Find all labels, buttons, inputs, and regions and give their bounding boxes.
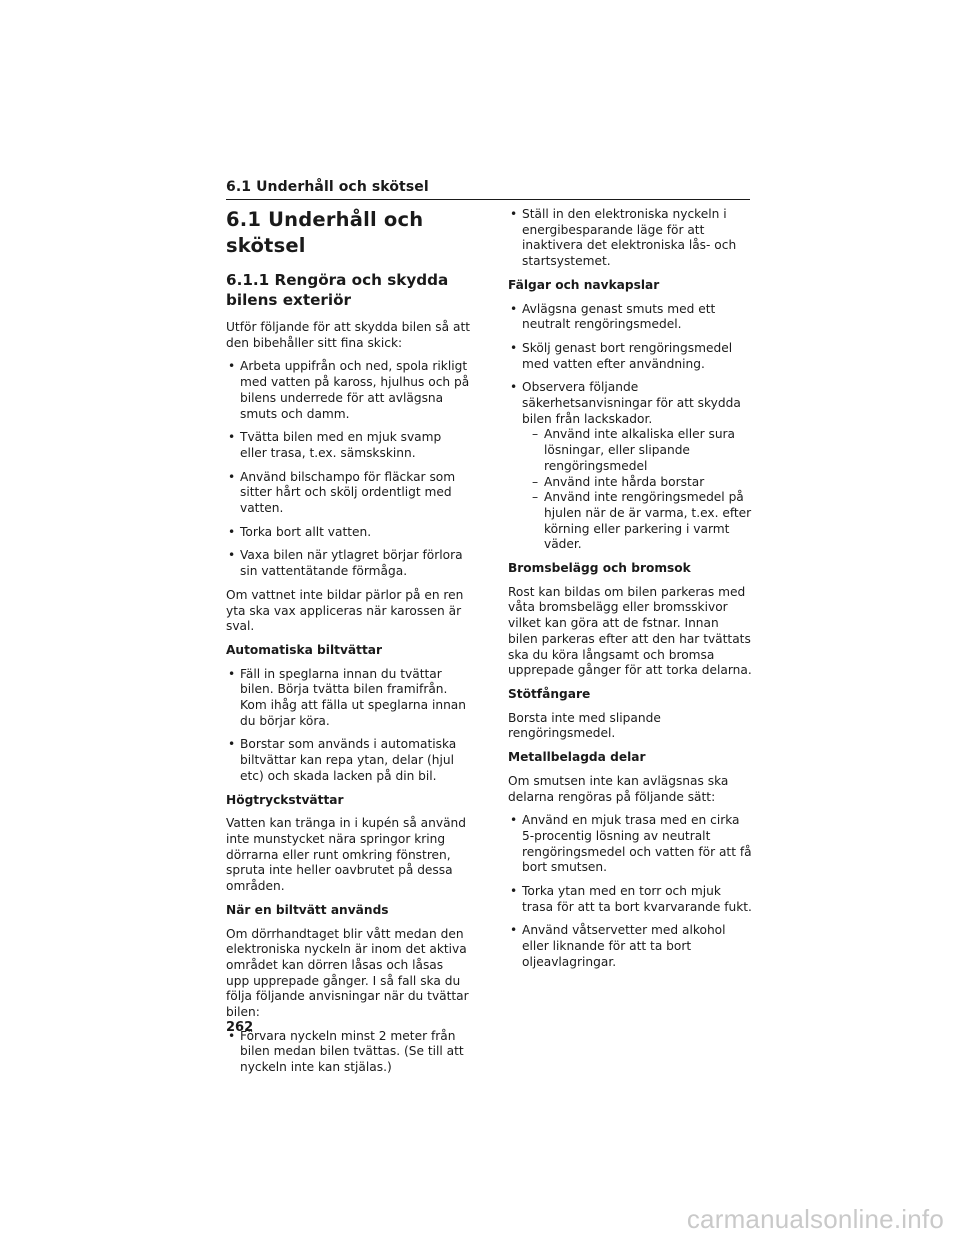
dash-item: – Använd inte hårda borstar [532,475,752,491]
right-column [508,207,752,979]
list-item: • Torka bort allt vatten. [226,525,470,541]
chapter-title: 6.1 Underhåll och skötsel [226,208,424,257]
carwash-list [226,1029,470,1076]
metal-parts-list [508,813,752,970]
brakes-text: Rost kan bildas om bilen parkeras med våta bromsbelägg eller bromsskivor vilket kan göra att de fstnar. Innan bilen parkeras efter att den har tvättats ska du köra långsamt och bromsa upprepade gånger för att torka delarna. [508,584,752,678]
metal-parts-heading: Metallbelagda delar [508,750,646,765]
list-item: • Använd bilschampo för fläckar som sitter hårt och skölj ordentligt med vatten. [226,470,470,517]
section-title: 6.1.1 Rengöra och skydda bilens exteriör [226,271,449,309]
bumper-text: Borsta inte med slipande rengöringsmedel. [508,710,661,741]
list-item: • Fäll in speglarna innan du tvättar bilen. Börja tvätta bilen framifrån. Kom ihåg att fälla ut speglarna innan du börjar köra. [226,667,470,730]
wheels-list [508,302,752,554]
list-item: • Ställ in den elektroniska nyckeln i energibesparande läge för att inaktivera det elektroniska lås- och startsystemet. [508,207,752,270]
list-item: • Avlägsna genast smuts med ett neutralt rengöringsmedel. [508,302,752,333]
observe-text: Observera följande säkerhetsanvisningar för att skydda bilen från lackskador. [522,380,741,426]
list-item: • Arbeta uppifrån och ned, spola rikligt med vatten på kaross, hjulhus och på bilens underrede för att avlägsna smuts och damm. [226,359,470,422]
list-item: • Använd en mjuk trasa med en cirka 5-procentig lösning av neutralt rengöringsmedel och vatten för att få bort smutsen. [508,813,752,876]
metal-parts-text: Om smutsen inte kan avlägsnas ska delarna rengöras på följande sätt: [508,773,729,804]
carwash-text: Om dörrhandtaget blir vått medan den elektroniska nyckeln är inom det aktiva området kan dörren låsas och låsas upp upprepade gånger. I så fall ska du följa följande anvisningar när du tvättar bilen: [226,926,469,1020]
carwash-heading: När en biltvätt används [226,902,389,917]
watermark: carmanualsonline.info [686,1204,944,1234]
wheels-heading: Fälgar och navkapslar [508,277,660,292]
dash-item: – Använd inte rengöringsmedel på hjulen när de är varma, t.ex. efter körning eller parkering i varmt väder. [532,490,752,553]
list-item: • Vaxa bilen när ytlagret börjar förlora sin vattentätande förmåga. [226,548,470,579]
high-pressure-text: Vatten kan tränga in i kupén så använd inte munstycket nära springor kring dörrarna eller runt omkring fönstren, spruta inte heller oavbrutet på dessa områden. [226,816,466,894]
observe-dash-list [522,427,752,553]
list-item: • Borstar som används i automatiska biltvättar kan repa ytan, delar (hjul etc) och skada lacken på din bil. [226,737,470,784]
list-item: • Förvara nyckeln minst 2 meter från bilen medan bilen tvättas. (Se till att nyckeln inte kan stjälas.) [226,1029,470,1076]
intro-text: Utför följande för att skydda bilen så att den bibehåller sitt fina skick: [226,320,471,350]
intro-bullet-list [226,359,470,579]
header-rule [226,199,750,200]
page-number: 262 [226,1020,254,1035]
left-column [226,207,470,1084]
automatic-carwash-heading: Automatiska biltvättar [226,642,383,657]
list-item: • Använd våtservetter med alkohol eller liknande för att ta bort oljeavlagringar. [508,923,752,970]
wax-note: Om vattnet inte bildar pärlor på en ren yta ska vax appliceras när karossen är sval. [226,587,464,634]
high-pressure-heading: Högtryckstvättar [226,792,344,807]
carwash-list-continued [508,207,752,270]
list-item [508,380,752,553]
dash-item: – Använd inte alkaliska eller sura lösningar, eller slipande rengöringsmedel [532,427,752,474]
list-item: • Skölj genast bort rengöringsmedel med vatten efter användning. [508,341,752,372]
running-header: 6.1 Underhåll och skötsel [226,179,429,195]
brakes-heading: Bromsbelägg och bromsok [508,561,691,576]
list-item: • Tvätta bilen med en mjuk svamp eller trasa, t.ex. sämskskinn. [226,430,470,461]
bumper-heading: Stötfångare [508,686,591,701]
automatic-carwash-list [226,667,470,785]
list-item: • Torka ytan med en torr och mjuk trasa för att ta bort kvarvarande fukt. [508,884,752,915]
